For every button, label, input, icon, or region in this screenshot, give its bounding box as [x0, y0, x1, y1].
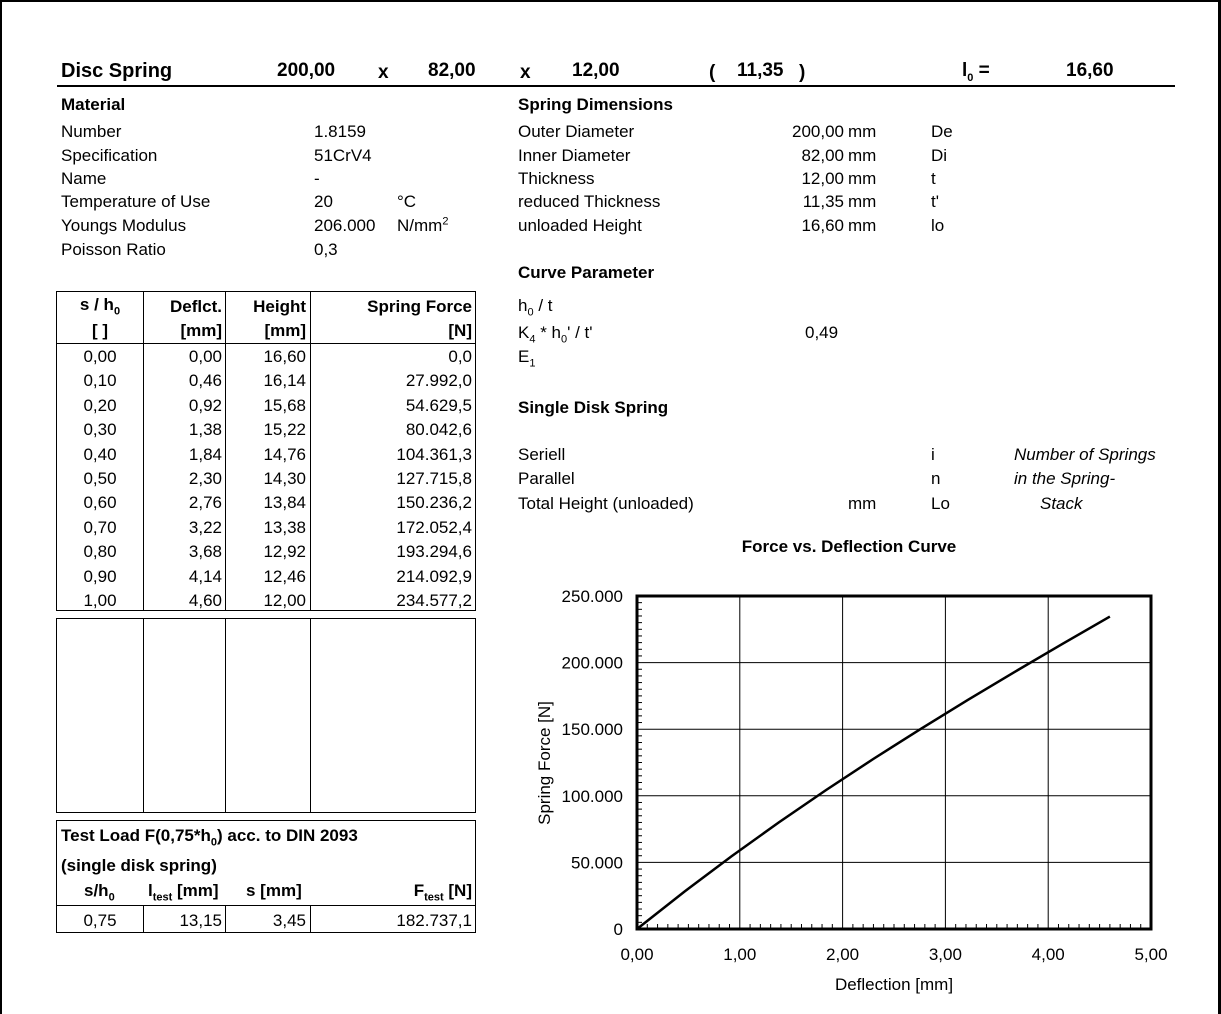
chart-title: Force vs. Deflection Curve [741, 537, 957, 556]
material-value: 20 [314, 192, 333, 211]
x-tick-label: 5,00 [1134, 945, 1168, 964]
y-tick-label: 150.000 [561, 720, 623, 740]
dimension-value: 16,60 [801, 216, 844, 235]
table-cell-height: 12,46 [263, 566, 306, 586]
table-cell-s-h0: 0,10 [83, 371, 117, 391]
y-axis-label: Spring Force [N] [535, 701, 554, 825]
table-cell-deflection: 0,92 [188, 395, 222, 415]
single-disk-symbol: n [931, 469, 941, 488]
header-inner-diameter: 82,00 [428, 60, 476, 81]
table-cell-deflection: 1,84 [188, 444, 222, 464]
table-divider [225, 618, 226, 813]
table-divider [310, 618, 311, 813]
material-label: Specification [61, 146, 158, 165]
material-value: 0,3 [314, 240, 338, 259]
e1-label: $E_1$ [518, 347, 536, 370]
table-cell-deflection: 3,22 [188, 517, 222, 537]
single-disk-symbol: Lo [931, 494, 950, 513]
table-cell-s-h0: 0,20 [83, 395, 117, 415]
dimension-symbol: Di [931, 146, 948, 165]
table-cell-s-h0: 0,70 [83, 517, 117, 537]
col-header-deflection: Deflct. [170, 297, 222, 316]
table-cell-s-h0: 0,90 [83, 566, 117, 586]
table-cell-height: 14,76 [263, 444, 306, 464]
col-unit-s-h0: [ ] [91, 321, 109, 340]
header-thickness: 12,00 [572, 60, 620, 81]
h0-over-t-label: $h_0$ / t [518, 296, 553, 319]
material-value: - [314, 169, 320, 188]
table-divider [143, 618, 144, 813]
dimension-unit: mm [848, 216, 877, 235]
single-disk-unit: mm [848, 494, 877, 513]
col-unit-spring-force: [N] [448, 321, 472, 340]
x-tick-label: 4,00 [1031, 945, 1065, 964]
table-cell-height: 16,60 [263, 347, 306, 366]
test-col-l-test: $l_{test}$ [mm] [148, 881, 219, 904]
header-times-2: x [520, 62, 531, 83]
dimension-label: Inner Diameter [518, 146, 631, 165]
single-disk-note: in the Spring- [1014, 469, 1116, 488]
table-cell-s-h0: 0,00 [83, 347, 117, 366]
table-cell-spring-force: 193.294,6 [396, 542, 472, 562]
y-tick-label: 100.000 [561, 786, 623, 806]
dimension-label: reduced Thickness [518, 192, 661, 211]
table-cell-spring-force: 172.052,4 [396, 517, 472, 537]
y-tick-label: 250.000 [561, 587, 623, 606]
col-unit-height: [mm] [264, 321, 306, 340]
single-disk-note: Stack [1040, 494, 1083, 513]
single-disk-note: Number of Springs [1014, 445, 1156, 464]
header-paren-close: ) [799, 62, 806, 83]
table-cell-height: 16,14 [263, 371, 306, 391]
table-cell-deflection: 4,14 [188, 566, 222, 586]
k4-label: $K_4 * h_0'$ / t' [518, 323, 593, 346]
test-value-s: 3,45 [272, 911, 306, 930]
table-cell-deflection: 1,38 [188, 420, 222, 440]
col-header-s-h0: s / $h_0$ [79, 295, 121, 318]
table-cell-spring-force: 150.236,2 [396, 493, 472, 513]
single-disk-heading: Single Disk Spring [518, 398, 669, 417]
x-tick-label: 0,00 [620, 945, 654, 964]
test-value-l-test: 13,15 [179, 911, 222, 930]
table-cell-spring-force: 27.992,0 [405, 371, 472, 391]
material-value: 206.000 [314, 216, 376, 235]
material-unit: $N/mm^2$ [397, 215, 449, 235]
dimension-unit: mm [848, 169, 877, 188]
header-lo-label: $l_0$ = [962, 60, 990, 84]
x-tick-label: 2,00 [826, 945, 860, 964]
material-label: Temperature of Use [61, 192, 211, 211]
y-tick-label: 0 [613, 920, 623, 939]
empty-table-frame [56, 618, 476, 813]
header-reduced-thickness: 11,35 [737, 60, 784, 81]
table-cell-spring-force: 234.577,2 [396, 591, 472, 610]
single-disk-label: Seriell [518, 445, 566, 464]
table-cell-height: 15,68 [263, 395, 306, 415]
dimension-value: 82,00 [801, 146, 844, 165]
table-cell-s-h0: 0,30 [83, 420, 117, 440]
material-label: Number [61, 122, 122, 141]
test-load-title: Test Load $F(0,75*h_0)$ acc. to DIN 2093 [61, 826, 358, 849]
header-outer-diameter: 200,00 [277, 60, 336, 81]
single-disk-label: Total Height (unloaded) [518, 494, 694, 513]
table-cell-spring-force: 0,0 [448, 347, 472, 366]
test-value-f-test: 182.737,1 [396, 911, 472, 930]
single-disk-symbol: i [931, 445, 935, 464]
table-cell-spring-force: 80.042,6 [405, 420, 472, 440]
x-axis-label: Deflection [mm] [834, 975, 954, 994]
dimension-symbol: lo [931, 216, 945, 235]
dimension-label: Outer Diameter [518, 122, 635, 141]
table-cell-height: 13,38 [263, 517, 306, 537]
table-cell-height: 12,00 [263, 591, 306, 610]
table-cell-spring-force: 127.715,8 [396, 469, 472, 488]
test-value-s-h0: 0,75 [83, 911, 117, 930]
dimension-symbol: t' [931, 192, 939, 211]
table-cell-height: 12,92 [263, 542, 306, 562]
curve-parameter-heading: Curve Parameter [518, 263, 655, 282]
dimension-label: Thickness [518, 169, 595, 188]
material-heading: Material [61, 95, 126, 114]
table-cell-spring-force: 104.361,3 [396, 444, 472, 464]
material-label: Name [61, 169, 107, 188]
test-load-subtitle: (single disk spring) [61, 856, 217, 875]
header-rule [57, 85, 1175, 87]
dimension-unit: mm [848, 192, 877, 211]
col-header-height: Height [253, 297, 306, 316]
col-unit-deflection: [mm] [180, 321, 222, 340]
table-cell-spring-force: 214.092,9 [396, 566, 472, 586]
material-unit: °C [397, 192, 417, 211]
test-col-s-h0: $s/h_0$ [84, 881, 115, 904]
dimensions-heading: Spring Dimensions [518, 95, 673, 114]
table-cell-spring-force: 54.629,5 [405, 395, 472, 415]
header-times-1: x [378, 62, 389, 83]
dimension-label: unloaded Height [518, 216, 642, 235]
y-tick-label: 50.000 [571, 853, 623, 873]
table-cell-s-h0: 0,80 [83, 542, 117, 562]
single-disk-label: Parallel [518, 469, 575, 488]
table-cell-height: 13,84 [263, 493, 306, 513]
header-lo-value: 16,60 [1066, 60, 1114, 81]
table-cell-height: 15,22 [263, 420, 306, 440]
y-tick-label: 200.000 [561, 653, 623, 673]
header-paren-open: ( [709, 62, 716, 83]
material-value: 1.8159 [314, 122, 366, 141]
test-col-f-test: $F_{test}$ [N] [413, 881, 472, 904]
table-cell-deflection: 2,30 [188, 469, 222, 488]
dimension-symbol: t [931, 169, 936, 188]
dimension-value: 11,35 [802, 192, 844, 211]
col-header-spring-force: Spring Force [367, 297, 472, 316]
dimension-unit: mm [848, 122, 877, 141]
dimension-value: 200,00 [792, 122, 844, 141]
x-tick-label: 1,00 [723, 945, 757, 964]
table-cell-deflection: 3,68 [188, 542, 222, 562]
table-cell-deflection: 2,76 [188, 493, 222, 513]
x-tick-label: 3,00 [928, 945, 962, 964]
dimension-unit: mm [848, 146, 877, 165]
table-cell-s-h0: 0,60 [83, 493, 117, 513]
test-col-s: s [mm] [246, 881, 302, 900]
table-cell-height: 14,30 [263, 469, 306, 488]
k4-value: 0,49 [805, 323, 839, 342]
material-label: Youngs Modulus [61, 216, 187, 235]
table-cell-s-h0: 1,00 [83, 591, 117, 610]
test-load-rule [56, 905, 476, 906]
material-value: 51CrV4 [314, 146, 372, 165]
table-cell-deflection: 0,00 [188, 347, 222, 366]
table-cell-s-h0: 0,40 [83, 444, 117, 464]
table-header-rule [56, 343, 476, 344]
dimension-symbol: De [931, 122, 953, 141]
header-title: Disc Spring [61, 60, 173, 82]
table-cell-deflection: 0,46 [188, 371, 222, 391]
dimension-value: 12,00 [801, 169, 844, 188]
table-cell-deflection: 4,60 [188, 591, 222, 610]
material-label: Poisson Ratio [61, 240, 166, 259]
table-cell-s-h0: 0,50 [83, 469, 117, 488]
